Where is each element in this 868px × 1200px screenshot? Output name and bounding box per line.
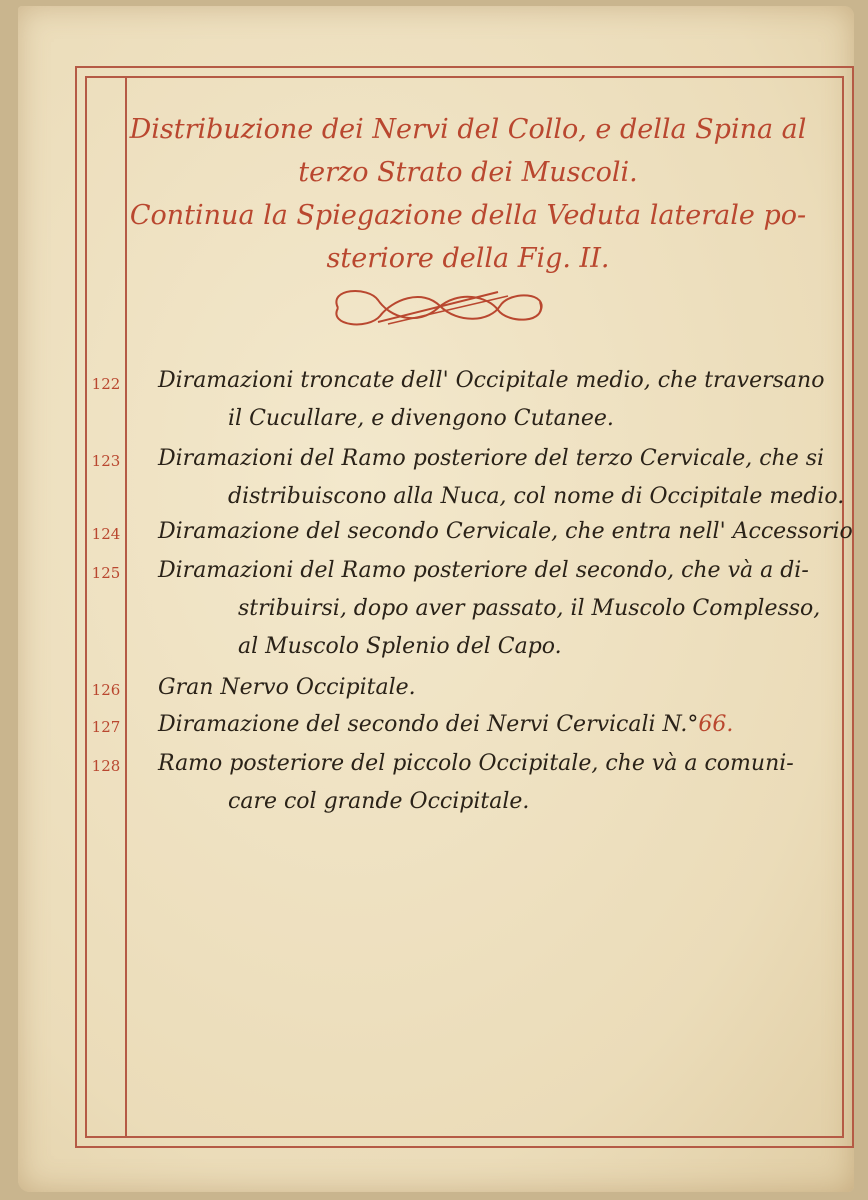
- entry-number: 124: [91, 525, 121, 543]
- entry-line: Diramazioni troncate dell' Occipitale medio, che traversano: [158, 368, 825, 393]
- entry-text: [158, 706, 733, 744]
- entry-line: care col grande Occipitale.: [228, 789, 530, 814]
- entry-text: [158, 362, 824, 438]
- title-line-4: steriore della Fig. II.: [326, 243, 610, 274]
- title-line-3: Continua la Spiegazione della Veduta laterale po-: [129, 200, 807, 231]
- margin-rule: [125, 76, 127, 1136]
- title-line-2: terzo Strato dei Muscoli.: [298, 157, 638, 188]
- entry-text: [158, 440, 844, 516]
- entry-line: stribuirsi, dopo aver passato, il Muscolo Complesso,: [238, 596, 821, 621]
- entry-line: Diramazioni del Ramo posteriore del terzo Cervicale, che si: [158, 446, 825, 471]
- entry-line-part: Diramazione del secondo dei Nervi Cervicali N.°: [158, 712, 699, 737]
- entry-line: Diramazione del secondo Cervicale, che entra nell' Accessorio: [158, 519, 853, 544]
- entry-number: 128: [91, 757, 121, 775]
- title-line-1: Distribuzione dei Nervi del Collo, e della Spina al: [129, 114, 807, 145]
- entry-text: [158, 552, 820, 666]
- entry-text: [158, 513, 853, 551]
- entry-number: 125: [91, 564, 121, 582]
- entry-text: [158, 669, 416, 707]
- page-title: [128, 108, 808, 280]
- figure-reference: 66.: [698, 712, 734, 737]
- entry-line: Ramo posteriore del piccolo Occipitale, che và a comuni-: [158, 751, 794, 776]
- entry-line: [158, 706, 733, 744]
- entry-number: 123: [91, 452, 121, 470]
- calligraphic-flourish-icon: [318, 278, 558, 338]
- entry-number: 122: [91, 375, 121, 393]
- entry-number: 127: [91, 718, 121, 736]
- entry-line: distribuiscono alla Nuca, col nome di Occipitale medio.: [228, 484, 845, 509]
- entry-number: 126: [91, 681, 121, 699]
- entry-text: [158, 745, 794, 821]
- entry-line: al Muscolo Splenio del Capo.: [238, 634, 562, 659]
- entry-line: Diramazioni del Ramo posteriore del secondo, che và a di-: [158, 558, 809, 583]
- entry-line: il Cucullare, e divengono Cutanee.: [228, 406, 614, 431]
- entry-line: Gran Nervo Occipitale.: [158, 675, 416, 700]
- manuscript-page: [18, 6, 854, 1192]
